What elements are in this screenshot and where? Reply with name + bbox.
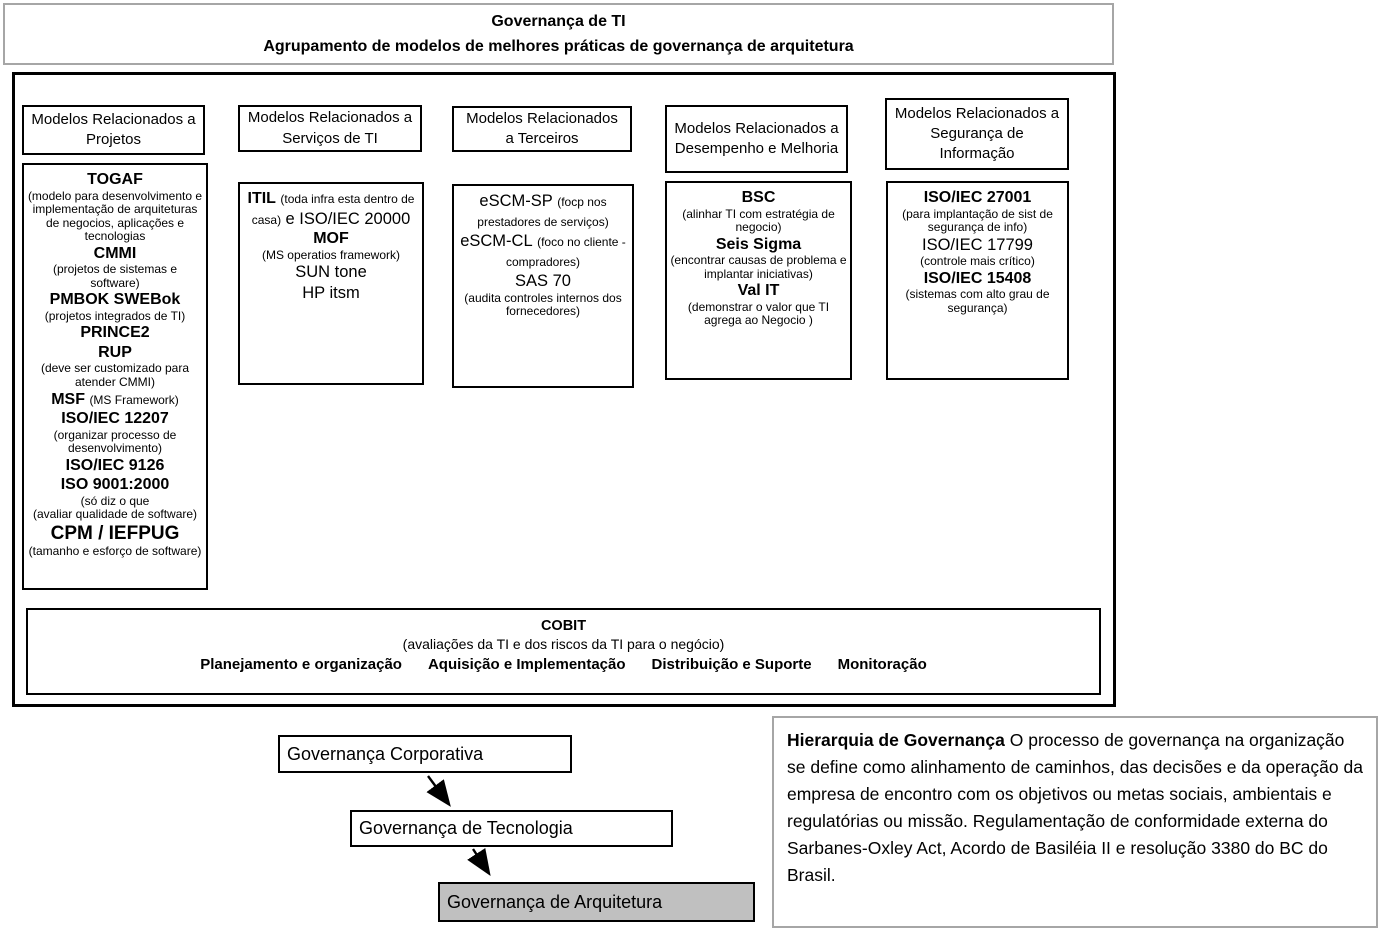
model-name-line (27, 290, 203, 310)
model-name-line (891, 235, 1064, 256)
model-text-segment: ISO/IEC 12207 (61, 410, 169, 428)
model-description: (audita controles internos dos fornecedores) (464, 290, 622, 319)
column-content-terceiros (452, 184, 634, 388)
model-text-segment: SAS 70 (515, 272, 571, 291)
model-item (243, 189, 419, 229)
model-description: (deve ser customizado para atender CMMI) (40, 361, 190, 389)
hierarchy-note-heading: Hierarquia de Governança (787, 730, 1005, 750)
model-description: (só diz o que (80, 493, 150, 508)
hierarchy-note-box (772, 716, 1378, 928)
model-description: (modelo para desenvolvimento e implementação de arquiteturas de negocios, aplicações e tecnologias (27, 188, 203, 244)
model-description: (projetos de sistemas e software) (52, 262, 178, 290)
model-name-line (243, 283, 419, 304)
model-item (670, 188, 847, 235)
model-name-line (457, 191, 629, 231)
model-name-line (670, 188, 847, 208)
diagram-title-line1: Governança de TI (491, 12, 626, 30)
model-name-line (27, 244, 203, 264)
model-item (243, 229, 419, 262)
model-name-line (27, 409, 203, 429)
model-item (243, 283, 419, 304)
column-content-servicos (238, 182, 424, 385)
model-item (27, 475, 203, 522)
model-text-segment: BSC (741, 189, 776, 206)
model-name-line (457, 231, 629, 271)
model-name-line (891, 269, 1064, 289)
arrow-tecnologia-to-arquitetura (473, 849, 488, 872)
diagram-title-box (3, 3, 1114, 65)
models-container (12, 72, 1116, 707)
cobit-subtitle: (avaliações da TI e dos riscos da TI para o negócio) (402, 636, 725, 652)
model-description: (projetos integrados de TI) (44, 308, 186, 323)
model-name-line (27, 475, 203, 495)
model-text-segment: MSF (51, 390, 85, 408)
model-item (27, 343, 203, 390)
cobit-title: COBIT (540, 618, 587, 634)
arrow-corporativa-to-tecnologia (428, 776, 448, 803)
model-description: (alinhar TI com estratégia de negocio) (682, 206, 835, 235)
model-text-segment: RUP (98, 343, 132, 361)
model-text-segment: TOGAF (87, 171, 143, 188)
model-text-segment: HP itsm (302, 283, 360, 302)
cobit-processes (28, 656, 1099, 673)
model-text-segment: ISO/IEC 15408 (923, 269, 1032, 287)
model-text-segment: Seis Sigma (715, 235, 802, 253)
model-item (27, 244, 203, 291)
model-name-line (27, 390, 203, 410)
cobit-process: Monitoração (837, 656, 927, 673)
column-header-desempenho: Modelos Relacionados a Desempenho e Melhoria (665, 105, 848, 173)
model-name-line (243, 189, 419, 229)
model-item (27, 522, 203, 559)
model-text-segment: PMBOK SWEBok (49, 291, 181, 309)
model-item (27, 390, 203, 410)
model-text-segment: (MS Framework) (89, 392, 179, 407)
column-header-terceiros: Modelos Relacionados a Terceiros (452, 106, 632, 152)
model-text-segment: MOF (313, 230, 349, 248)
model-item (27, 456, 203, 476)
model-item (457, 231, 629, 271)
model-name-line (27, 170, 203, 190)
model-text-segment: PRINCE2 (80, 324, 150, 342)
column-content-seguranca (886, 181, 1069, 380)
model-name-line (243, 262, 419, 283)
model-text-segment: SUN tone (295, 263, 367, 282)
column-header-projetos: Modelos Relacionados a Projetos (22, 105, 205, 155)
column-content-projetos (22, 163, 208, 590)
model-item (27, 290, 203, 323)
model-text-segment: e ISO/IEC 20000 (285, 209, 411, 228)
model-description: (tamanho e esforço de software) (28, 543, 202, 558)
model-text-segment: CMMI (93, 244, 137, 262)
model-text-segment: (foco no cliente - compradores) (505, 235, 626, 269)
model-text-segment: (focp nos prestadores de serviços) (477, 195, 609, 229)
model-text-segment: Val IT (737, 282, 780, 300)
column-content-desempenho (665, 181, 852, 380)
model-item (457, 271, 629, 319)
model-name-line (27, 323, 203, 343)
cobit-process: Aquisição e Implementação (427, 656, 626, 673)
flow-box-governanca-arquitetura: Governança de Arquitetura (438, 882, 755, 922)
model-name-line (891, 188, 1064, 208)
model-item (670, 235, 847, 282)
model-item (243, 262, 419, 283)
model-item (891, 188, 1064, 235)
model-name-line (27, 343, 203, 363)
cobit-box (26, 608, 1101, 695)
model-text-segment: CPM / IEFPUG (50, 522, 180, 544)
model-name-line (670, 235, 847, 255)
model-item (670, 281, 847, 328)
model-description: (para implantação de sist de segurança de info) (902, 206, 1053, 235)
hierarchy-note-body: O processo de governança na organização se define como alinhamento de caminhos, das decisões e da operação da empresa de encontro com os objetivos ou metas sociais, ambientais e regulatórias ou missão. Regulamentação de conformidade externa do Sarbanes-Oxley Act, Acordo de Basiléia II e resolução 3380 do BC do Brasil. (787, 730, 1363, 885)
model-description: (demonstrar o valor que TI agrega ao Negocio ) (687, 299, 830, 328)
model-item (27, 409, 203, 456)
diagram-title-line2: Agrupamento de modelos de melhores práticas de governança de arquitetura (263, 37, 854, 55)
model-text-segment: (toda infra esta dentro de casa) (251, 192, 415, 227)
model-text-segment: ISO 9001:2000 (60, 476, 170, 494)
model-item (457, 191, 629, 231)
cobit-process: Distribuição e Suporte (651, 656, 812, 673)
column-header-seguranca: Modelos Relacionados a Segurança de Informação (885, 98, 1069, 170)
model-description: (avaliar qualidade de software) (32, 507, 198, 522)
model-name-line (243, 229, 419, 249)
model-item (27, 170, 203, 244)
model-description: (sistemas com alto grau de segurança) (905, 287, 1050, 315)
model-text-segment: ISO/IEC 17799 (922, 235, 1033, 254)
model-text-segment: ITIL (247, 190, 276, 207)
model-description: (organizar processo de desenvolvimento) (53, 427, 177, 456)
model-item (891, 269, 1064, 316)
model-name-line (670, 281, 847, 301)
model-name-line (27, 522, 203, 545)
model-item (891, 235, 1064, 269)
cobit-process: Planejamento e organização (200, 656, 402, 673)
model-description: (MS operatios framework) (261, 247, 401, 262)
model-text-segment: eSCM-CL (460, 232, 533, 251)
model-text-segment: eSCM-SP (479, 192, 553, 210)
model-item (27, 323, 203, 343)
model-name-line (457, 271, 629, 292)
column-header-servicos: Modelos Relacionados a Serviços de TI (238, 105, 422, 152)
model-text-segment: ISO/IEC 9126 (65, 456, 165, 474)
flow-box-governanca-corporativa: Governança Corporativa (278, 735, 572, 773)
flow-box-governanca-tecnologia: Governança de Tecnologia (350, 810, 673, 847)
model-description: (controle mais crítico) (920, 254, 1035, 269)
model-description: (encontrar causas de problema e implantar iniciativas) (670, 253, 847, 281)
model-name-line (27, 456, 203, 476)
model-text-segment: ISO/IEC 27001 (923, 189, 1032, 206)
